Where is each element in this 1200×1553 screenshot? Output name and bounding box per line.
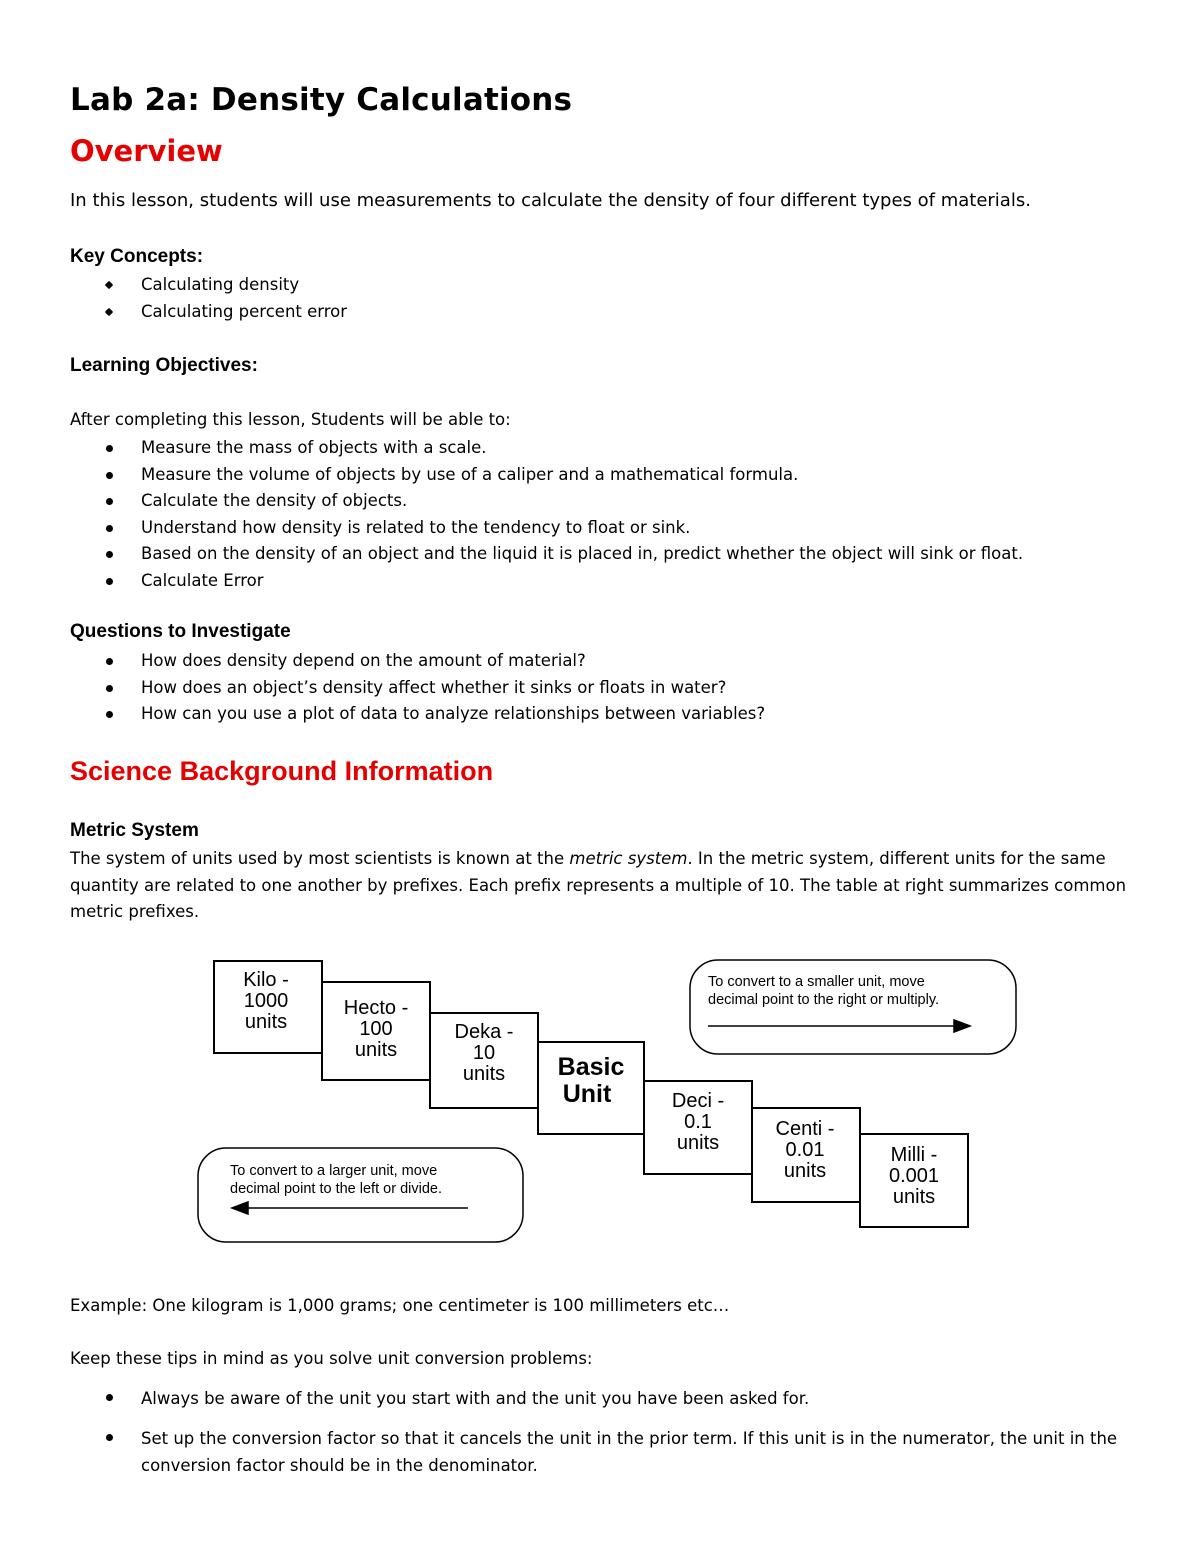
bullet-icon: [105, 281, 113, 289]
step-label: 100: [359, 1018, 393, 1040]
bullet-icon: [106, 711, 113, 718]
bullet-icon: [106, 578, 113, 585]
step-label: 1000: [243, 990, 289, 1012]
example-text: Example: One kilogram is 1,000 grams; one centimeter is 100 millimeters etc…: [70, 1296, 730, 1315]
learning-objectives-list: [70, 435, 1023, 594]
metric-system-paragraph: The system of units used by most scientists is known at the metric system. In the metric system, different units for the same quantity are related to one another by prefixes. Each prefix represents a multiple of 10. The table at right summarizes common metric prefixes.: [70, 849, 1127, 921]
list-item: How does density depend on the amount of material?: [70, 648, 765, 675]
list-item: Calculating density: [70, 272, 347, 299]
list-item: Measure the mass of objects with a scale.: [70, 435, 1023, 462]
list-item: Calculate Error: [70, 568, 1023, 595]
learning-objectives-heading: Learning Objectives:: [70, 355, 258, 376]
step-label: 10: [472, 1042, 496, 1064]
bullet-icon: [106, 445, 113, 452]
list-item: Calculate the density of objects.: [70, 488, 1023, 515]
list-item: Based on the density of an object and the liquid it is placed in, predict whether the object will sink or float.: [70, 541, 1023, 568]
step-label: Hecto -: [343, 997, 409, 1019]
overview-intro: In this lesson, students will use measurements to calculate the density of four different types of materials.: [70, 190, 1031, 211]
bullet-icon: [106, 551, 113, 558]
step-label: Deci -: [671, 1090, 725, 1112]
learning-objectives-lead: After completing this lesson, Students will be able to:: [70, 410, 511, 429]
tip-item: Set up the conversion factor so that it cancels the unit in the prior term. If this unit is in the numerator, the unit in the conversion factor should be in the denominator.: [70, 1426, 1130, 1479]
science-background-heading: Science Background Information: [70, 756, 494, 786]
list-item: How does an object’s density affect whether it sinks or floats in water?: [70, 675, 765, 702]
step-label: units: [783, 1160, 827, 1182]
step-label: units: [462, 1063, 506, 1085]
bullet-icon: [105, 307, 113, 315]
page-title: Lab 2a: Density Calculations: [70, 82, 573, 118]
step-label: Deka -: [454, 1021, 514, 1043]
step-label: units: [354, 1039, 398, 1061]
tips-lead: Keep these tips in mind as you solve unit conversion problems:: [70, 1349, 593, 1368]
step-label: units: [244, 1011, 288, 1033]
list-item: How can you use a plot of data to analyze relationships between variables?: [70, 701, 765, 728]
step-label: Unit: [562, 1080, 612, 1108]
bullet-icon: [106, 498, 113, 505]
smaller-unit-note: decimal point to the right or multiply.: [708, 992, 940, 1008]
list-item: Measure the volume of objects by use of a caliper and a mathematical formula.: [70, 462, 1023, 489]
bullet-icon: [106, 1394, 113, 1401]
key-concepts-heading: Key Concepts:: [70, 246, 204, 267]
list-item: Understand how density is related to the tendency to float or sink.: [70, 515, 1023, 542]
step-label: Centi -: [775, 1118, 835, 1140]
larger-unit-note: To convert to a larger unit, move: [230, 1163, 438, 1179]
metric-system-heading: Metric System: [70, 820, 199, 841]
step-label: 0.001: [888, 1165, 940, 1187]
step-label: 0.01: [785, 1139, 825, 1161]
larger-unit-note: decimal point to the left or divide.: [230, 1181, 442, 1197]
overview-heading: Overview: [70, 134, 223, 168]
questions-list: [70, 648, 765, 728]
bullet-icon: [106, 1434, 113, 1441]
questions-heading: Questions to Investigate: [70, 621, 291, 642]
key-concepts-list: [70, 272, 347, 325]
step-label: 0.1: [684, 1111, 712, 1133]
bullet-icon: [106, 658, 113, 665]
step-label: Milli -: [890, 1144, 938, 1166]
tip-item: Always be aware of the unit you start with and the unit you have been asked for.: [70, 1386, 1130, 1413]
smaller-unit-note: To convert to a smaller unit, move: [708, 974, 925, 990]
bullet-icon: [106, 525, 113, 532]
step-label: units: [892, 1186, 936, 1208]
bullet-icon: [106, 472, 113, 479]
list-item: Calculating percent error: [70, 299, 347, 326]
metric-prefix-diagram: [190, 950, 1030, 1250]
step-label: units: [676, 1132, 720, 1154]
bullet-icon: [106, 685, 113, 692]
step-label: Basic: [557, 1053, 625, 1081]
step-label: Kilo -: [243, 969, 289, 991]
